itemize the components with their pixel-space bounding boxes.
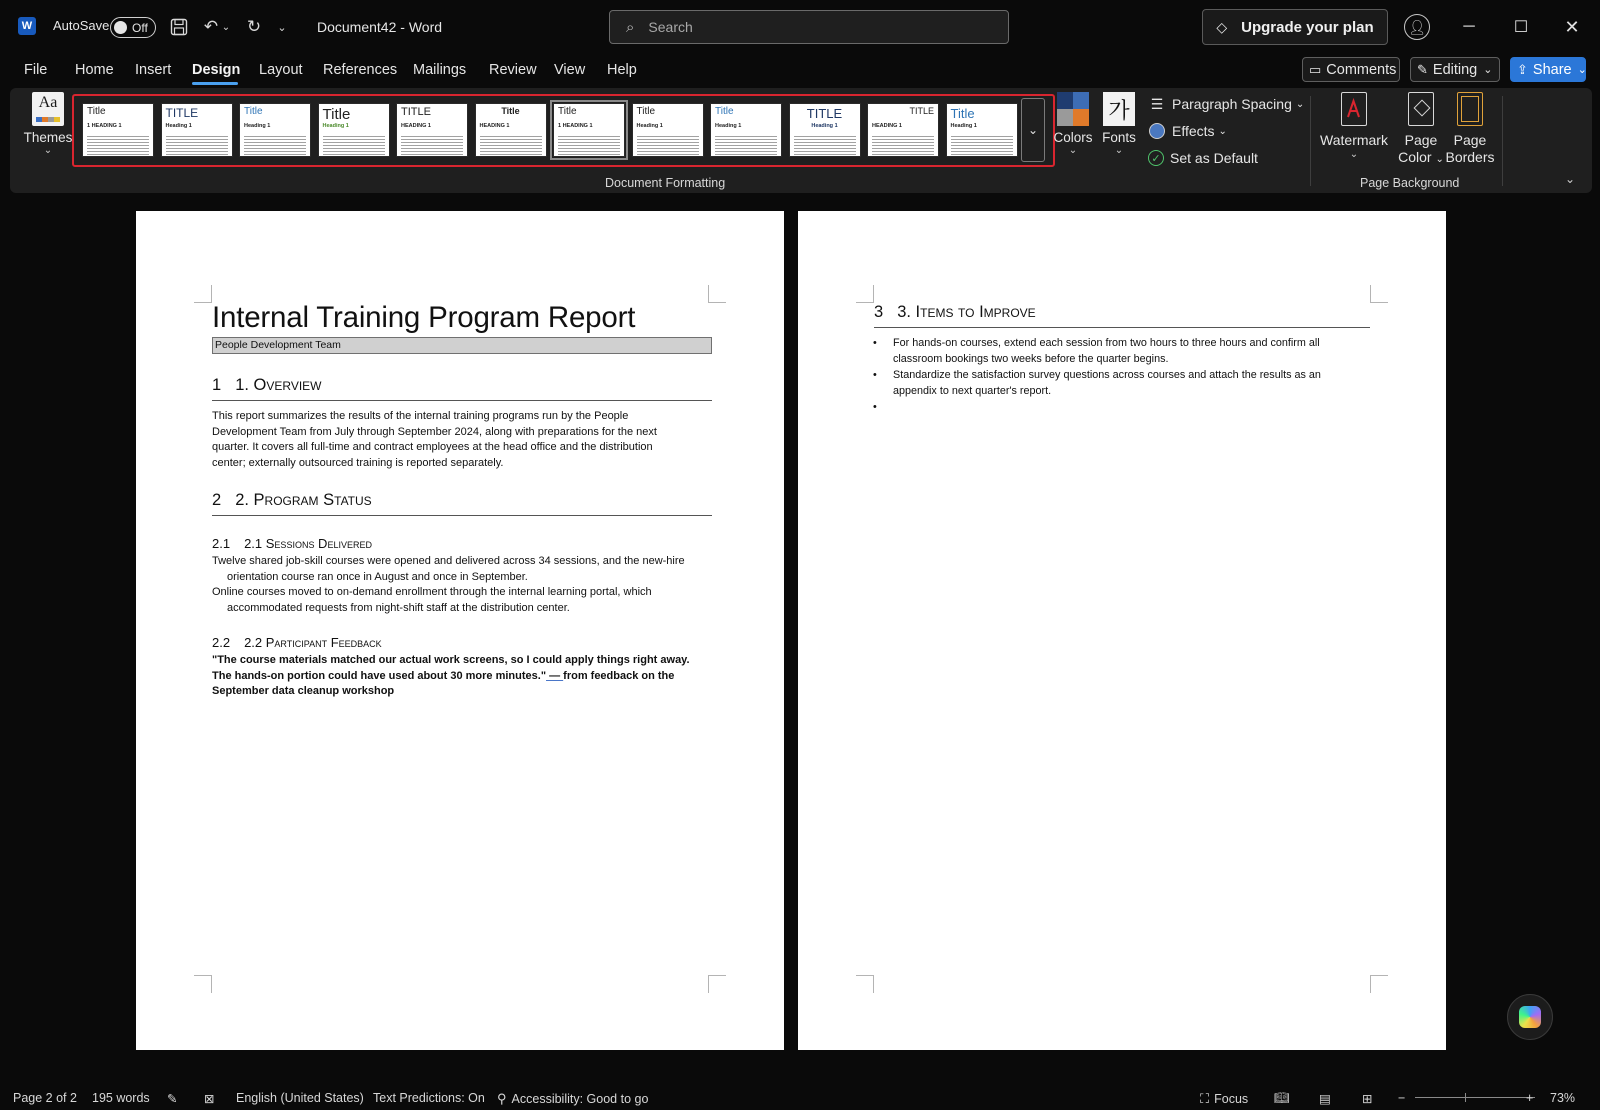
style-thumbnail-title: TITLE: [806, 106, 843, 121]
style-thumbnail-body-lines: [401, 134, 463, 156]
style-thumbnail-body-lines: [323, 134, 385, 156]
paragraph-spacing-button[interactable]: [1148, 95, 1304, 113]
fonts-label: Fonts: [1102, 130, 1136, 145]
page-color-icon: [1408, 92, 1434, 126]
word-count[interactable]: 195 words: [92, 1091, 150, 1105]
save-icon[interactable]: [167, 15, 191, 39]
status-bar: [0, 1086, 1600, 1110]
heading-rule: [874, 327, 1370, 328]
search-box[interactable]: [609, 10, 1009, 44]
focus-mode-button[interactable]: ⛶ Focus: [1200, 1091, 1249, 1106]
effects-button[interactable]: [1148, 122, 1227, 140]
heading-1-program-status[interactable]: 2 2. Program Status: [212, 491, 372, 509]
document-formatting-group-label: Document Formatting: [605, 176, 726, 190]
tab-references[interactable]: References: [323, 62, 398, 78]
style-thumbnail-body-lines: [558, 134, 620, 156]
style-thumbnail-title: Title: [715, 106, 734, 117]
fonts-button[interactable]: [1102, 92, 1136, 156]
style-thumbnail-heading: HEADING 1: [479, 123, 510, 129]
crop-mark: [856, 975, 874, 993]
chevron-down-icon: ⌄: [1295, 98, 1305, 110]
fonts-icon: 가: [1103, 92, 1135, 126]
style-thumbnail-body-lines: [637, 134, 699, 156]
chevron-down-icon: ⌄: [43, 145, 53, 156]
autosave-toggle[interactable]: [110, 17, 156, 38]
page-color-button[interactable]: [1396, 92, 1446, 168]
crop-mark: [708, 285, 726, 303]
copilot-button[interactable]: [1507, 994, 1553, 1040]
tab-home[interactable]: Home: [75, 62, 114, 78]
comments-label: Comments: [1326, 61, 1397, 78]
comment-icon: ▭: [1309, 61, 1322, 77]
checkmark-circle-icon: ✓: [1148, 150, 1164, 166]
editing-label: Editing: [1432, 61, 1478, 78]
search-icon: ⌕: [626, 18, 635, 36]
overview-paragraph[interactable]: This report summarizes the results of the internal training programs run by the People Development Team from July through September 2024, along with preparations for the next quarter. It covers all full-time and contract employees at the head office and the distribution center; externally outsourced training is reported separately.: [212, 410, 657, 469]
chevron-down-icon: ⌄: [1483, 64, 1493, 76]
style-thumbnail-title: Title: [558, 106, 577, 117]
chevron-down-icon: ⌄: [1349, 149, 1359, 160]
chevron-down-icon: ⌄: [1577, 64, 1587, 76]
watermark-button[interactable]: [1322, 92, 1386, 160]
style-set-thumbnail[interactable]: [318, 103, 390, 157]
style-thumbnail-body-lines: [480, 134, 542, 156]
crop-mark: [856, 285, 874, 303]
chevron-down-icon: ⌄: [1114, 145, 1124, 156]
effects-icon: [1148, 122, 1166, 140]
watermark-label: Watermark: [1320, 132, 1388, 148]
style-set-thumbnail[interactable]: [946, 103, 1018, 157]
style-thumbnail-heading: HEADING 1: [401, 123, 431, 129]
style-thumbnail-heading: Heading 1: [636, 123, 663, 129]
undo-icon[interactable]: ↶: [203, 17, 219, 36]
style-thumbnail-body-lines: [951, 134, 1013, 156]
paragraph-spacing-icon: ☰: [1150, 95, 1164, 112]
style-set-thumbnail[interactable]: [789, 103, 861, 157]
watermark-icon: [1341, 92, 1367, 126]
style-set-thumbnail[interactable]: [475, 103, 547, 157]
page-color-label: Page Color ⌄: [1398, 132, 1444, 165]
page-borders-label: Page Borders: [1445, 132, 1495, 165]
account-avatar-icon[interactable]: 👤︎: [1404, 14, 1430, 40]
active-tab-indicator: [192, 82, 238, 85]
diamond-icon: ◇: [1216, 18, 1228, 35]
crop-mark: [1370, 285, 1388, 303]
page-borders-icon: [1457, 92, 1483, 126]
style-thumbnail-body-lines: [872, 134, 934, 156]
text-predictions-status[interactable]: Text Predictions: On: [373, 1091, 485, 1105]
sessions-paragraph-1[interactable]: Twelve shared job-skill courses were opened and delivered across 34 sessions, and the new-hire orientation course ran once in August and once in September.: [212, 555, 685, 583]
style-thumbnail-title: TITLE: [165, 106, 199, 120]
crop-mark: [1370, 975, 1388, 993]
style-thumbnail-heading: Heading 1: [244, 123, 271, 129]
share-label: Share: [1532, 61, 1572, 78]
document-title-heading[interactable]: Internal Training Program Report: [212, 301, 636, 334]
group-separator: [1502, 96, 1503, 186]
style-thumbnail-heading: Heading 1: [322, 123, 349, 129]
heading-1-items-to-improve[interactable]: 3 3. Items to Improve: [874, 303, 1036, 321]
style-thumbnail-heading: Heading 1: [950, 123, 977, 129]
document-title: Document42 - Word: [317, 19, 443, 35]
chevron-down-icon: ⌄: [1218, 125, 1227, 137]
style-thumbnail-heading: 1 HEADING 1: [87, 123, 122, 129]
tab-file[interactable]: File: [24, 62, 48, 78]
collapse-ribbon-icon[interactable]: ⌄: [1565, 172, 1576, 186]
themes-label: Themes: [23, 130, 73, 145]
chevron-down-icon: ⌄: [1068, 145, 1078, 156]
paragraph-spacing-label: Paragraph Spacing: [1172, 96, 1292, 112]
style-set-thumbnail[interactable]: [396, 103, 468, 157]
colors-label: Colors: [1053, 130, 1093, 145]
style-set-thumbnail[interactable]: [239, 103, 311, 157]
undo-dropdown-icon[interactable]: ⌄: [221, 21, 231, 33]
style-set-thumbnail[interactable]: [710, 103, 782, 157]
style-thumbnail-title: Title: [950, 106, 975, 121]
style-thumbnail-body-lines: [715, 134, 777, 156]
title-bar: [0, 0, 1600, 56]
tab-design[interactable]: Design: [192, 62, 241, 78]
style-thumbnail-title: Title: [501, 106, 520, 116]
colors-button[interactable]: [1053, 92, 1093, 156]
style-thumbnail-title: Title: [244, 106, 263, 117]
style-thumbnail-heading: Heading 1: [811, 123, 838, 129]
style-thumbnail-body-lines: [166, 134, 228, 156]
autosave-label: AutoSave: [53, 18, 110, 33]
page-borders-button[interactable]: [1447, 92, 1493, 166]
redo-icon[interactable]: ↻: [246, 17, 262, 36]
focus-icon: ⛶: [1200, 1091, 1210, 1106]
improvement-bullet-list[interactable]: [873, 336, 1353, 416]
list-item[interactable]: [873, 400, 1353, 415]
style-thumbnail-body-lines: [794, 134, 856, 156]
proofing-icon[interactable]: ✎: [167, 1092, 178, 1106]
style-thumbnail-title: Title: [322, 106, 351, 123]
web-layout-icon[interactable]: ⊞: [1362, 1092, 1373, 1106]
comments-button[interactable]: [1302, 57, 1400, 82]
group-separator: [1310, 96, 1311, 186]
page-count[interactable]: Page 2 of 2: [13, 1091, 77, 1105]
share-icon: ⇪: [1517, 61, 1528, 77]
page-background-group-label: Page Background: [1360, 176, 1460, 190]
list-item[interactable]: • For hands-on courses, extend each session from two hours to three hours and confirm all classroom bookings two weeks before the quarter begins.: [873, 336, 1353, 367]
themes-button[interactable]: [23, 92, 73, 156]
style-thumbnail-title: TITLE: [909, 106, 934, 116]
set-as-default-button[interactable]: [1148, 150, 1258, 166]
style-set-thumbnail[interactable]: [82, 103, 154, 157]
maximize-icon[interactable]: ☐: [1513, 19, 1529, 36]
upgrade-button[interactable]: [1202, 9, 1388, 45]
minimize-icon[interactable]: ─: [1463, 18, 1475, 35]
list-item[interactable]: • Standardize the satisfaction survey questions across courses and attach the results as an appendix to next quarter's report.: [873, 368, 1353, 399]
crop-mark: [194, 285, 212, 303]
style-set-thumbnail[interactable]: [553, 103, 625, 157]
search-placeholder: Search: [648, 19, 693, 35]
zoom-level[interactable]: 73%: [1550, 1091, 1576, 1105]
read-mode-icon[interactable]: 📖︎: [1274, 1091, 1290, 1105]
tab-insert[interactable]: Insert: [135, 62, 172, 78]
style-set-thumbnail[interactable]: [867, 103, 939, 157]
close-icon[interactable]: ✕: [1564, 16, 1580, 37]
set-as-default-label: Set as Default: [1170, 150, 1258, 166]
share-button[interactable]: [1510, 57, 1586, 82]
style-thumbnail-title: TITLE: [401, 106, 431, 118]
zoom-slider[interactable]: [1415, 1097, 1535, 1098]
style-thumbnail-title: Title: [636, 106, 656, 117]
zoom-in-icon[interactable]: +: [1526, 1091, 1534, 1105]
heading-2-participant-feedback[interactable]: 2.2 2.2 Participant Feedback: [212, 635, 382, 650]
style-thumbnail-heading: 1 HEADING 1: [558, 123, 593, 129]
style-thumbnail-heading: HEADING 1: [872, 123, 902, 129]
style-thumbnail-body-lines: [244, 134, 306, 156]
crop-mark: [708, 975, 726, 993]
sessions-paragraph-2[interactable]: Online courses moved to on-demand enrollment through the internal learning portal, which accommodated requests from night-shift staff at the distribution center.: [212, 586, 652, 614]
accessibility-icon: ⚲: [497, 1091, 507, 1106]
themes-icon: Aa: [32, 92, 64, 126]
feedback-quote[interactable]: "The course materials matched our actual work screens, so I could apply things right away. The hands-on portion could have used about 30 more minutes." — from feedback on the September data cleanup workshop: [212, 654, 690, 698]
heading-rule: [212, 515, 712, 516]
heading-1-overview[interactable]: 1 1. Overview: [212, 376, 322, 394]
print-layout-icon[interactable]: ▤: [1319, 1092, 1331, 1106]
zoom-slider-thumb[interactable]: [1465, 1093, 1466, 1102]
autosave-state: Off: [132, 20, 148, 35]
copilot-icon: [1519, 1006, 1541, 1028]
tab-mailings[interactable]: Mailings: [413, 62, 467, 78]
gallery-more-icon[interactable]: ⌄: [1021, 98, 1045, 162]
language-status[interactable]: English (United States): [236, 1091, 364, 1105]
effects-label: Effects: [1172, 123, 1215, 139]
pencil-icon: ✎: [1417, 61, 1428, 77]
word-logo-icon: W: [18, 17, 36, 35]
heading-2-sessions-delivered[interactable]: 2.1 2.1 Sessions Delivered: [212, 536, 372, 551]
track-changes-icon[interactable]: ⊠: [204, 1092, 215, 1106]
heading-rule: [212, 400, 712, 401]
style-thumbnail-body-lines: [87, 134, 149, 156]
tab-help[interactable]: Help: [607, 62, 637, 78]
customize-toolbar-icon[interactable]: ⌄: [277, 21, 287, 34]
upgrade-label: Upgrade your plan: [1241, 18, 1374, 36]
zoom-out-icon[interactable]: −: [1398, 1091, 1406, 1105]
document-page-2[interactable]: [798, 211, 1446, 1050]
style-set-thumbnail[interactable]: [161, 103, 233, 157]
toggle-knob: [114, 21, 127, 34]
palette-icon: [1057, 92, 1089, 126]
style-set-thumbnail[interactable]: [632, 103, 704, 157]
accessibility-status[interactable]: ⚲ Accessibility: Good to go: [497, 1091, 649, 1106]
tab-review[interactable]: Review: [489, 62, 537, 78]
style-thumbnail-heading: Heading 1: [715, 123, 742, 129]
style-thumbnail-title: Title: [87, 106, 106, 117]
tab-layout[interactable]: Layout: [259, 62, 303, 78]
crop-mark: [194, 975, 212, 993]
subtitle-content-control[interactable]: People Development Team: [212, 337, 712, 354]
style-thumbnail-heading: Heading 1: [165, 123, 192, 129]
editing-mode-button[interactable]: [1410, 57, 1500, 82]
document-page-1[interactable]: [136, 211, 784, 1050]
tab-view[interactable]: View: [554, 62, 586, 78]
